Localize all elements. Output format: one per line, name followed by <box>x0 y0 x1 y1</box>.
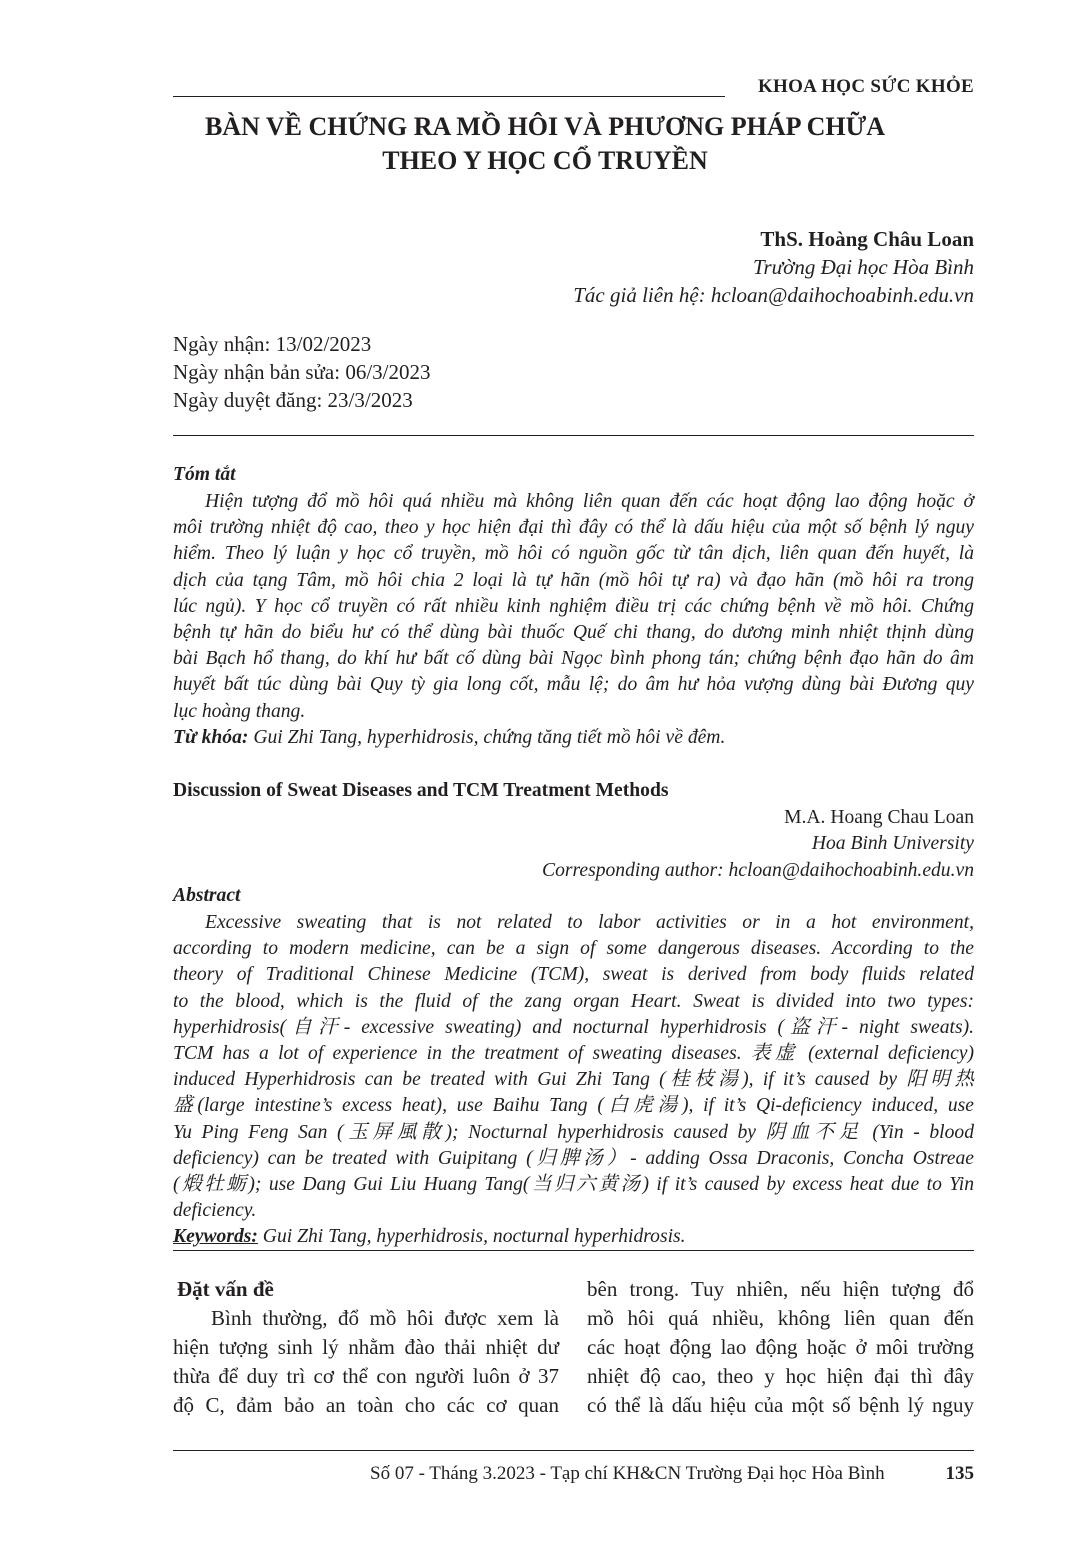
body-line: có thể là dấu hiệu của một số bệnh lý nguy <box>587 1393 974 1417</box>
page-number: 135 <box>945 1463 974 1484</box>
date-revised: Ngày nhận bản sửa: 06/3/2023 <box>173 360 431 384</box>
abstract-line: theory of Traditional Chinese Medicine (TCM), sweat is derived from body fluids related <box>173 964 974 986</box>
abstract-line: deficiency) can be treated with Guipitang (归脾汤）- adding Ossa Draconis, Concha Ostreae <box>173 1147 974 1169</box>
divider-top <box>173 435 974 436</box>
abstract-line: according to modern medicine, can be a sign of some dangerous diseases. According to the <box>173 938 974 960</box>
abstract-line: hyperhidrosis(自汗- excessive sweating) and nocturnal hyperhidrosis (盗汗- night sweats). <box>173 1016 974 1038</box>
abstract-body <box>173 910 974 1251</box>
summary-keywords <box>173 725 974 751</box>
summary-heading: Tóm tắt <box>173 464 236 485</box>
section-label: KHOA HỌC SỨC KHỎE <box>757 76 974 97</box>
body-line: mồ hôi quá nhiều, không liên quan đến <box>587 1306 974 1330</box>
author-contact: Tác giả liên hệ: hcloan@daihochoabinh.edu.vn <box>573 283 974 307</box>
summary-line: huyết bất túc dùng bài Quy tỳ gia long cốt, mẫu lệ; do âm hư hỏa vượng dùng bài Đương quy <box>173 674 974 696</box>
body-line: hiện tượng sinh lý nhằm đào thải nhiệt dư <box>173 1335 559 1359</box>
body-line: nhiệt độ cao, theo y học hiện đại thì đây <box>587 1364 974 1388</box>
keywords-label-vi: Từ khóa: <box>173 726 249 748</box>
author-name: ThS. Hoàng Châu Loan <box>760 227 974 251</box>
author-affiliation-en: Hoa Binh University <box>811 833 974 855</box>
body-line: độ C, đảm bảo an toàn cho các cơ quan <box>173 1393 559 1417</box>
abstract-line: 盛(large intestine’s excess heat), use Baihu Tang (白虎湯), if it’s Qi-deficiency induced, use <box>173 1095 974 1117</box>
body-line: Bình thường, đổ mồ hôi được xem là <box>211 1306 559 1330</box>
body-right-column <box>587 1275 974 1420</box>
summary-line: lúc ngủ). Y học cổ truyền có rất nhiều kinh nghiệm điều trị các chứng bệnh về mồ hôi. Chứng <box>173 595 974 617</box>
abstract-heading: Abstract <box>173 885 241 906</box>
body-line: các hoạt động lao động hoặc ở môi trường <box>587 1335 974 1359</box>
abstract-keywords <box>173 1224 974 1250</box>
author-name-en: M.A. Hoang Chau Loan <box>784 807 974 828</box>
title-line-1: BÀN VỀ CHỨNG RA MỒ HÔI VÀ PHƯƠNG PHÁP CHỮA <box>204 112 886 141</box>
abstract-line: deficiency. <box>173 1200 257 1222</box>
summary-line: lục hoàng thang. <box>173 700 306 722</box>
abstract-line: to the blood, which is the fluid of the zang organ Heart. Sweat is divided into two types: <box>173 990 974 1012</box>
summary-line: dịch của tạng Tâm, mồ hôi chia 2 loại là tự hãn (mồ hôi tự ra) và đạo hãn (mồ hôi ra trong <box>173 569 974 591</box>
summary-line: hiểm. Theo lý luận y học cổ truyền, mồ hôi có nguồn gốc từ tân dịch, liên quan đến huyết, là <box>173 543 974 565</box>
section-heading: Đặt vấn đề <box>177 1277 274 1301</box>
abstract-line: induced Hyperhidrosis can be treated with Gui Zhi Tang (桂枝湯), if it’s caused by 阳明热 <box>173 1069 974 1091</box>
date-accepted: Ngày duyệt đăng: 23/3/2023 <box>173 388 413 412</box>
body-line: bên trong. Tuy nhiên, nếu hiện tượng đổ <box>587 1277 974 1301</box>
keywords-vi: Gui Zhi Tang, hyperhidrosis, chứng tăng tiết mồ hôi về đêm. <box>248 726 726 748</box>
body-left-column <box>173 1275 559 1420</box>
keywords-label-en: Keywords: <box>173 1226 258 1248</box>
abstract-line: TCM has a lot of experience in the treatment of sweating diseases. 表虚 (external deficiency) <box>173 1043 974 1065</box>
author-block-vi <box>274 226 974 309</box>
article-title <box>120 110 970 178</box>
abstract-line: Yu Ping Feng San (玉屏風散); Nocturnal hyperhidrosis caused by 阴血不足 (Yin - blood <box>173 1121 974 1143</box>
footer-journal: Số 07 - Tháng 3.2023 - Tạp chí KH&CN Trường Đại học Hòa Bình <box>370 1463 885 1484</box>
body-line: thừa để duy trì cơ thể con người luôn ở 37 <box>173 1364 559 1388</box>
keywords-en: Gui Zhi Tang, hyperhidrosis, nocturnal hyperhidrosis. <box>257 1226 686 1248</box>
dates-block <box>173 330 431 414</box>
summary-line: môi trường nhiệt độ cao, theo y học hiện đại thì đây có thể là dấu hiệu của một số bệnh lý nguy <box>173 517 974 539</box>
author-affiliation: Trường Đại học Hòa Bình <box>752 255 974 279</box>
date-received: Ngày nhận: 13/02/2023 <box>173 332 372 356</box>
summary-line: Hiện tượng đổ mồ hôi quá nhiều mà không liên quan đến các hoạt động lao động hoặc ở <box>205 491 974 512</box>
header-rule <box>173 96 725 97</box>
summary-body <box>173 489 974 751</box>
author-block-en <box>274 805 974 884</box>
abstract-line: (煅牡蛎); use Dang Gui Liu Huang Tang(当归六黄汤) if it’s caused by excess heat due to Yin <box>173 1174 974 1196</box>
divider-abstract-end <box>173 1250 974 1251</box>
abstract-line: Excessive sweating that is not related to labor activities or in a hot environment, <box>205 912 974 933</box>
english-title: Discussion of Sweat Diseases and TCM Treatment Methods <box>173 780 669 801</box>
footer-rule <box>173 1450 974 1451</box>
title-line-2: THEO Y HỌC CỔ TRUYỀN <box>382 146 708 175</box>
summary-line: bài Bạch hổ thang, do khí hư bất cố dùng bài Ngọc bình phong tán; chứng bệnh đạo hãn do âm <box>173 648 974 670</box>
author-contact-en: Corresponding author: hcloan@daihochoabinh.edu.vn <box>542 859 974 881</box>
summary-line: bệnh tự hãn do biểu hư có thể dùng bài thuốc Quế chi thang, do dương minh nhiệt thịnh dùng <box>173 622 974 644</box>
